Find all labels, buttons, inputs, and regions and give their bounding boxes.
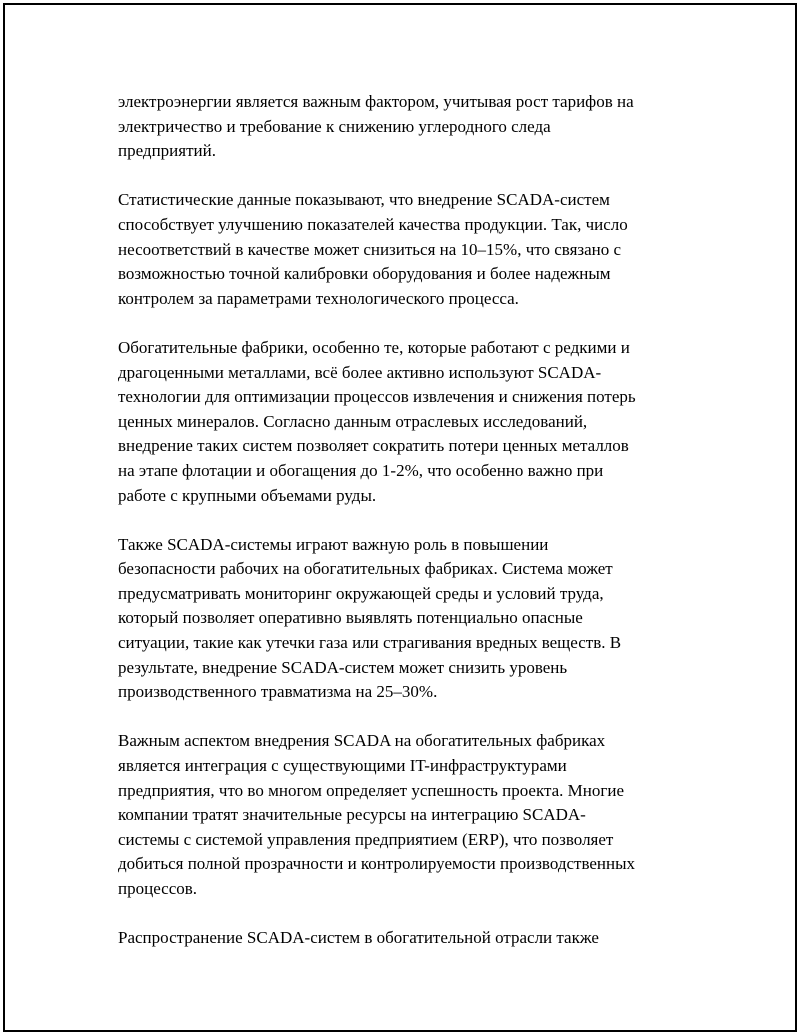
paragraph: Распространение SCADA-систем в обогатительной отрасли также [118,928,599,948]
document-body [118,90,688,975]
paragraph: Также SCADA-системы играют важную роль в повышении безопасности рабочих на обогатительных фабриках. Система может предусматривать мониторинг окружающей среды и условий труда, который позволяет оперативно выявлять потенциально опасные ситуации, такие как утечки газа или страгивания вредных веществ. В результате, внедрение SCADA-систем может снизить уровень производственного травматизма на 25–30%. [118,534,622,702]
paragraph: Важным аспектом внедрения SCADA на обогатительных фабриках является интеграция с существующими IT-инфраструктурами предприятия, что во многом определяет успешность проекта. Многие компании тратят значительные ресурсы на интеграцию SCADA- системы с системой управления предприятием (ERP), что позволяет добиться полной прозрачности и контролируемости производственных процессов. [118,731,636,898]
paragraph: электроэнергии является важным фактором, учитывая рост тарифов на электричество и требование к снижению углеродного следа предприятий. [118,92,634,161]
paragraph: Обогатительные фабрики, особенно те, которые работают с редкими и драгоценными металлами, всё более активно используют SCADA- технологии для оптимизации процессов извлечения и снижения потерь ценных минералов. Согласно данным отраслевых исследований, внедрение таких систем позволяет сократить потери ценных металлов на этапе флотации и обогащения до 1-2%, что особенно важно при работе с крупными объемами руды. [118,337,636,505]
paragraph: Статистические данные показывают, что внедрение SCADA-систем способствует улучшению показателей качества продукции. Так, число несоответствий в качестве может снизиться на 10–15%, что связано с возможностью точной калибровки оборудования и более надежным контролем за параметрами технологического процесса. [118,190,628,308]
